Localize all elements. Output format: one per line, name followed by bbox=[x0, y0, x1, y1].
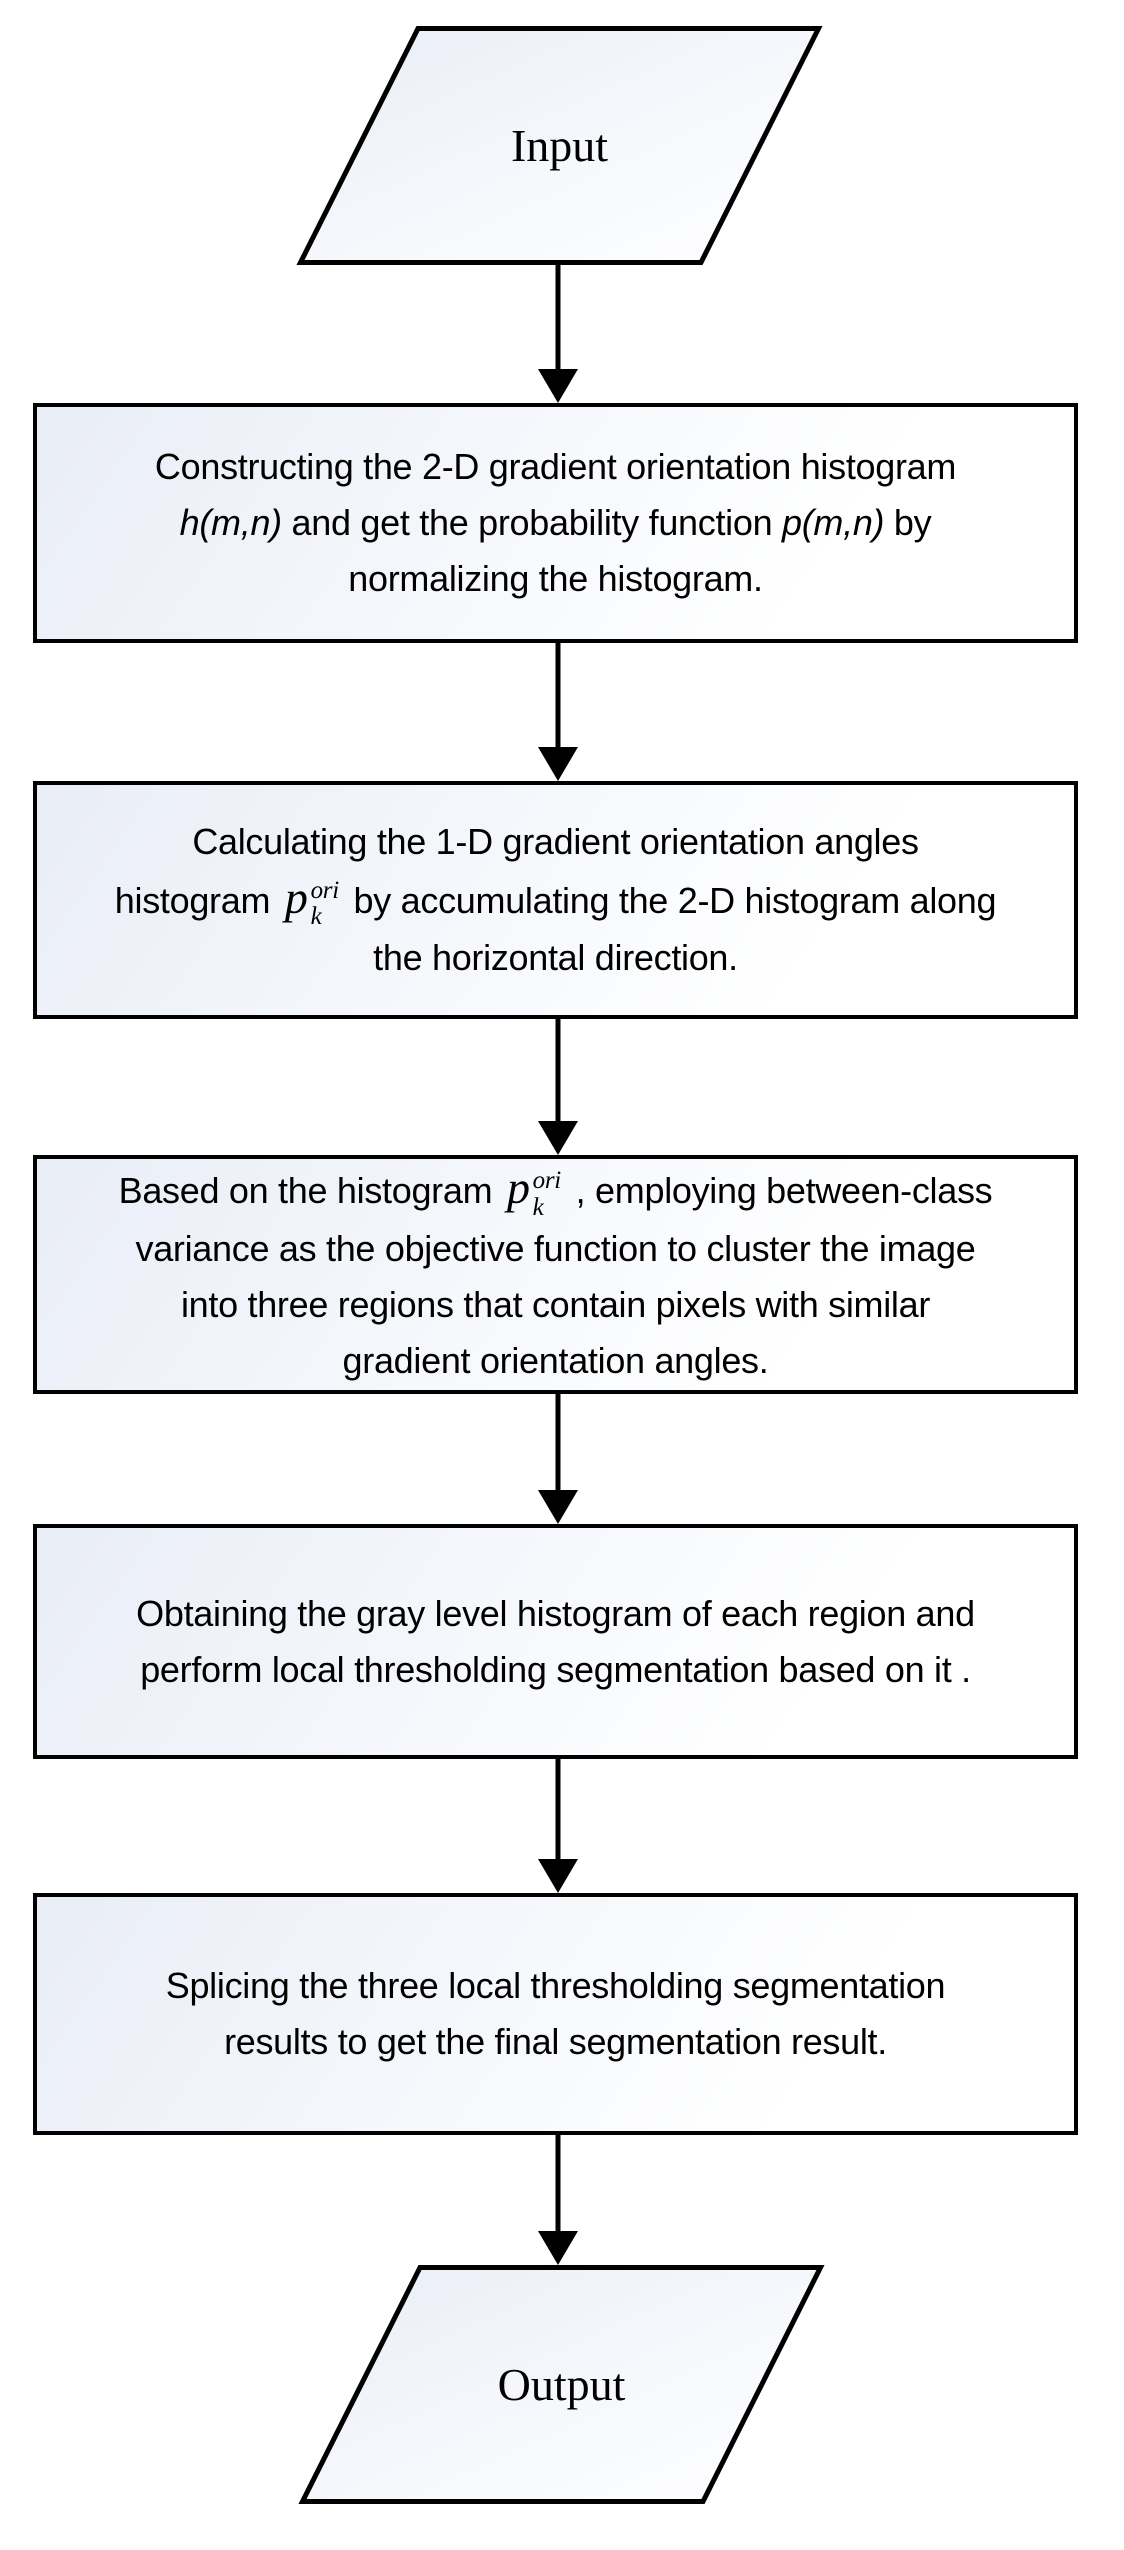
math-p-k-ori: p ori k bbox=[506, 1162, 561, 1221]
text-segment: variance as the objective function to cluster the image bbox=[135, 1227, 976, 1269]
text-line bbox=[136, 1586, 975, 1642]
node-step1 bbox=[33, 403, 1078, 643]
arrow-input-to-step1 bbox=[536, 265, 580, 403]
text-segment: Constructing the 2-D gradient orientation histogram bbox=[154, 446, 957, 487]
node-step4 bbox=[33, 1524, 1078, 1759]
arrow-head bbox=[538, 747, 578, 781]
node-output-label: Output bbox=[497, 2359, 626, 2410]
text-segment: by accumulating the 2-D histogram along bbox=[343, 879, 997, 921]
text-line bbox=[115, 870, 996, 931]
math-p-k-ori: p ori k bbox=[284, 871, 339, 931]
text-line bbox=[180, 495, 932, 551]
text-segment: perform local thresholding segmentation based on it . bbox=[140, 1648, 971, 1690]
text-line bbox=[166, 1958, 946, 2014]
arrow-step3-to-step4 bbox=[536, 1394, 580, 1524]
math-var: h(m,n) bbox=[179, 502, 282, 543]
text-segment: and get the probability function bbox=[281, 502, 783, 543]
text-line bbox=[224, 2014, 887, 2070]
node-step5 bbox=[33, 1893, 1078, 2135]
text-line bbox=[119, 1160, 993, 1221]
node-input-label: Input bbox=[510, 120, 609, 171]
text-line bbox=[140, 1642, 971, 1698]
math-var: p(m,n) bbox=[782, 502, 885, 543]
text-segment: Obtaining the gray level histogram of each region and bbox=[136, 1592, 975, 1634]
node-output bbox=[300, 2265, 823, 2504]
text-line bbox=[192, 814, 918, 870]
text-segment: Calculating the 1-D gradient orientation angles bbox=[192, 820, 919, 862]
text-segment: the horizontal direction. bbox=[373, 937, 738, 979]
text-line bbox=[136, 1221, 976, 1277]
text-segment: results to get the final segmentation result. bbox=[224, 2021, 887, 2062]
text-segment: normalizing the histogram. bbox=[348, 558, 763, 599]
text-segment: Based on the histogram bbox=[118, 1170, 502, 1211]
arrow-head bbox=[538, 1121, 578, 1155]
node-step2 bbox=[33, 781, 1078, 1019]
arrow-step1-to-step2 bbox=[536, 643, 580, 781]
text-segment: Splicing the three local thresholding segmentation bbox=[165, 1965, 946, 2006]
text-line bbox=[348, 551, 762, 607]
arrow-step5-to-output bbox=[536, 2135, 580, 2265]
text-segment: histogram bbox=[114, 879, 280, 921]
text-segment: gradient orientation angles. bbox=[342, 1339, 769, 1381]
text-segment: into three regions that contain pixels with similar bbox=[180, 1283, 931, 1325]
text-line bbox=[373, 930, 738, 986]
text-segment: by bbox=[884, 502, 932, 543]
text-line bbox=[181, 1277, 930, 1333]
text-line bbox=[343, 1333, 769, 1389]
arrow-head bbox=[538, 2231, 578, 2265]
node-input bbox=[298, 26, 821, 265]
arrow-step4-to-step5 bbox=[536, 1759, 580, 1893]
node-step3 bbox=[33, 1155, 1078, 1394]
text-line bbox=[155, 439, 956, 495]
arrow-head bbox=[538, 369, 578, 403]
arrow-head bbox=[538, 1859, 578, 1893]
arrow-head bbox=[538, 1490, 578, 1524]
text-segment: , employing between-class bbox=[565, 1170, 993, 1211]
arrow-step2-to-step3 bbox=[536, 1019, 580, 1155]
